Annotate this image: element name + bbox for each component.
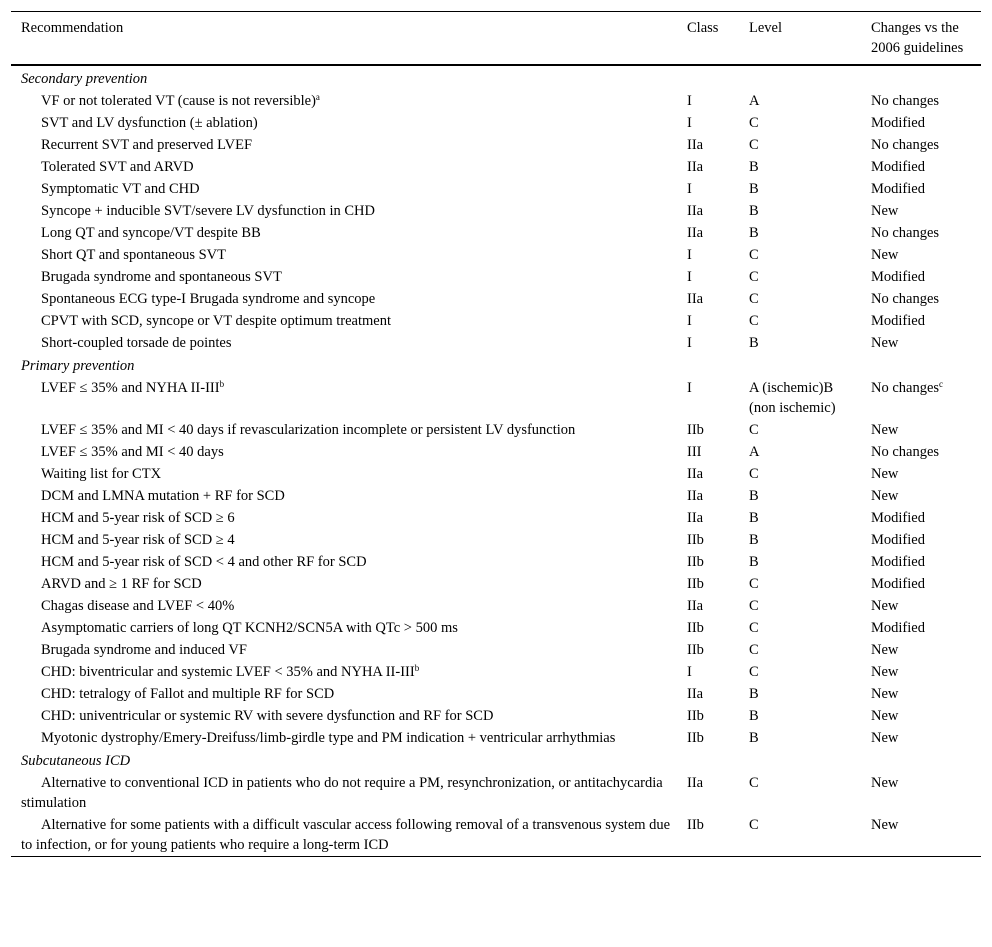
changes-text: No changes bbox=[871, 93, 940, 109]
changes-cell bbox=[861, 661, 981, 683]
level-cell: B bbox=[749, 335, 759, 351]
table-row bbox=[11, 222, 981, 244]
table-row bbox=[11, 683, 981, 705]
table-row bbox=[11, 200, 981, 222]
recommendation-cell bbox=[11, 419, 677, 441]
table-row bbox=[11, 639, 981, 661]
changes-cell bbox=[861, 134, 981, 156]
class-cell: IIa bbox=[687, 510, 704, 526]
level-cell: C bbox=[749, 115, 759, 131]
recommendation-text: Syncope + inducible SVT/severe LV dysfunction in CHD bbox=[41, 203, 375, 219]
recommendation-text: CHD: biventricular and systemic LVEF < 35% and NYHA II-III bbox=[41, 664, 415, 680]
recommendation-text: VF or not tolerated VT (cause is not reversible) bbox=[41, 93, 316, 109]
changes-cell bbox=[861, 573, 981, 595]
table-row bbox=[11, 705, 981, 727]
table-row bbox=[11, 419, 981, 441]
changes-cell bbox=[861, 90, 981, 112]
header-level: Level bbox=[749, 20, 783, 36]
table-row bbox=[11, 178, 981, 200]
recommendation-cell bbox=[11, 266, 677, 288]
changes-text: Modified bbox=[871, 510, 925, 526]
changes-cell bbox=[861, 244, 981, 266]
class-cell: IIa bbox=[687, 598, 704, 614]
level-cell: C bbox=[749, 313, 759, 329]
changes-text: No changes bbox=[871, 380, 940, 396]
recommendation-text: Recurrent SVT and preserved LVEF bbox=[41, 137, 253, 153]
table-row bbox=[11, 772, 981, 814]
table-row bbox=[11, 617, 981, 639]
level-cell: C bbox=[749, 598, 759, 614]
recommendations-table bbox=[11, 11, 981, 857]
changes-cell bbox=[861, 595, 981, 617]
recommendation-cell bbox=[11, 377, 677, 419]
changes-cell bbox=[861, 332, 981, 354]
recommendation-cell bbox=[11, 772, 677, 814]
changes-cell bbox=[861, 529, 981, 551]
changes-cell bbox=[861, 463, 981, 485]
footnote-marker: c bbox=[939, 379, 944, 389]
changes-cell bbox=[861, 727, 981, 749]
changes-cell bbox=[861, 222, 981, 244]
changes-cell bbox=[861, 441, 981, 463]
recommendation-cell bbox=[11, 661, 677, 683]
level-cell: B bbox=[749, 708, 759, 724]
recommendation-cell bbox=[11, 310, 677, 332]
recommendation-text: Brugada syndrome and spontaneous SVT bbox=[41, 269, 282, 285]
level-cell: C bbox=[749, 620, 759, 636]
changes-text: Modified bbox=[871, 159, 925, 175]
recommendation-text: Spontaneous ECG type-I Brugada syndrome and syncope bbox=[41, 291, 376, 307]
level-cell: B bbox=[749, 532, 759, 548]
recommendation-cell bbox=[11, 332, 677, 354]
recommendation-cell bbox=[11, 244, 677, 266]
level-cell: B bbox=[749, 488, 759, 504]
table-row bbox=[11, 134, 981, 156]
class-cell: IIb bbox=[687, 620, 704, 636]
recommendation-text: SVT and LV dysfunction (± ablation) bbox=[41, 115, 258, 131]
changes-text: Modified bbox=[871, 313, 925, 329]
recommendation-text: Myotonic dystrophy/Emery-Dreifuss/limb-girdle type and PM indication + ventricular arrhythmias bbox=[41, 730, 616, 746]
header-changes: Changes vs the 2006 guidelines bbox=[871, 20, 964, 56]
recommendation-cell bbox=[11, 573, 677, 595]
class-cell: I bbox=[687, 247, 692, 263]
changes-cell bbox=[861, 485, 981, 507]
header-class: Class bbox=[687, 20, 719, 36]
table-row bbox=[11, 573, 981, 595]
level-cell: C bbox=[749, 642, 759, 658]
class-cell: IIb bbox=[687, 532, 704, 548]
class-cell: I bbox=[687, 181, 692, 197]
level-cell: B bbox=[749, 510, 759, 526]
changes-text: New bbox=[871, 708, 899, 724]
changes-text: Modified bbox=[871, 181, 925, 197]
changes-text: New bbox=[871, 247, 899, 263]
table-row bbox=[11, 310, 981, 332]
level-cell: C bbox=[749, 291, 759, 307]
class-cell: IIa bbox=[687, 225, 704, 241]
changes-text: New bbox=[871, 686, 899, 702]
changes-cell bbox=[861, 178, 981, 200]
class-cell: I bbox=[687, 335, 692, 351]
level-cell: C bbox=[749, 422, 759, 438]
class-cell: IIa bbox=[687, 686, 704, 702]
level-cell: B bbox=[749, 225, 759, 241]
changes-text: Modified bbox=[871, 532, 925, 548]
changes-text: New bbox=[871, 488, 899, 504]
recommendation-text: CHD: univentricular or systemic RV with severe dysfunction and RF for SCD bbox=[41, 708, 494, 724]
level-cell: B bbox=[749, 181, 759, 197]
header-recommendation: Recommendation bbox=[21, 20, 124, 36]
changes-text: No changes bbox=[871, 137, 940, 153]
recommendation-cell bbox=[11, 90, 677, 112]
class-cell: IIa bbox=[687, 137, 704, 153]
changes-cell bbox=[861, 112, 981, 134]
recommendation-text: ARVD and ≥ 1 RF for SCD bbox=[41, 576, 202, 592]
recommendation-cell bbox=[11, 156, 677, 178]
recommendation-text: CHD: tetralogy of Fallot and multiple RF for SCD bbox=[41, 686, 335, 702]
section-row bbox=[11, 65, 981, 90]
recommendation-cell bbox=[11, 683, 677, 705]
table-row bbox=[11, 112, 981, 134]
recommendation-cell bbox=[11, 200, 677, 222]
table-row bbox=[11, 727, 981, 749]
table-row bbox=[11, 507, 981, 529]
section-row bbox=[11, 749, 981, 772]
recommendation-cell bbox=[11, 463, 677, 485]
recommendation-cell bbox=[11, 112, 677, 134]
level-cell: B bbox=[749, 686, 759, 702]
changes-text: No changes bbox=[871, 444, 940, 460]
changes-cell bbox=[861, 377, 981, 419]
level-cell: A bbox=[749, 93, 760, 109]
recommendation-text: Symptomatic VT and CHD bbox=[41, 181, 200, 197]
table-row bbox=[11, 377, 981, 419]
changes-cell bbox=[861, 772, 981, 814]
recommendation-cell bbox=[11, 639, 677, 661]
changes-text: New bbox=[871, 598, 899, 614]
header-row bbox=[11, 12, 981, 66]
changes-text: New bbox=[871, 422, 899, 438]
level-cell: C bbox=[749, 269, 759, 285]
recommendation-text: Alternative for some patients with a difficult vascular access following removal of a transvenous system due to infection, or for young patients who require a long-term ICD bbox=[21, 817, 671, 853]
class-cell: I bbox=[687, 269, 692, 285]
level-cell: C bbox=[749, 664, 759, 680]
changes-cell bbox=[861, 683, 981, 705]
recommendation-text: LVEF ≤ 35% and MI < 40 days if revascularization incomplete or persistent LV dysfunction bbox=[41, 422, 576, 438]
level-cell: B bbox=[749, 554, 759, 570]
recommendation-cell bbox=[11, 134, 677, 156]
class-cell: IIb bbox=[687, 708, 704, 724]
table-row bbox=[11, 595, 981, 617]
changes-text: New bbox=[871, 642, 899, 658]
recommendation-text: Short-coupled torsade de pointes bbox=[41, 335, 232, 351]
recommendation-cell bbox=[11, 222, 677, 244]
changes-text: New bbox=[871, 775, 899, 791]
level-cell: C bbox=[749, 817, 759, 833]
section-title: Secondary prevention bbox=[21, 71, 148, 87]
changes-text: New bbox=[871, 203, 899, 219]
table-row bbox=[11, 463, 981, 485]
class-cell: I bbox=[687, 115, 692, 131]
class-cell: III bbox=[687, 444, 702, 460]
level-cell: C bbox=[749, 466, 759, 482]
recommendation-text: Chagas disease and LVEF < 40% bbox=[41, 598, 235, 614]
recommendation-cell bbox=[11, 178, 677, 200]
recommendation-cell bbox=[11, 814, 677, 857]
level-cell: A bbox=[749, 444, 760, 460]
recommendation-cell bbox=[11, 727, 677, 749]
class-cell: IIa bbox=[687, 466, 704, 482]
recommendation-text: DCM and LMNA mutation + RF for SCD bbox=[41, 488, 285, 504]
class-cell: IIb bbox=[687, 730, 704, 746]
recommendation-cell bbox=[11, 617, 677, 639]
changes-text: No changes bbox=[871, 291, 940, 307]
table-row bbox=[11, 551, 981, 573]
class-cell: IIa bbox=[687, 488, 704, 504]
changes-cell bbox=[861, 310, 981, 332]
table-row bbox=[11, 156, 981, 178]
changes-cell bbox=[861, 266, 981, 288]
changes-text: Modified bbox=[871, 554, 925, 570]
changes-cell bbox=[861, 617, 981, 639]
class-cell: IIb bbox=[687, 576, 704, 592]
recommendation-cell bbox=[11, 507, 677, 529]
changes-cell bbox=[861, 419, 981, 441]
level-cell: B bbox=[749, 159, 759, 175]
level-cell: C bbox=[749, 775, 759, 791]
recommendation-text: Asymptomatic carriers of long QT KCNH2/SCN5A with QTc > 500 ms bbox=[41, 620, 458, 636]
recommendation-cell bbox=[11, 485, 677, 507]
recommendation-text: Alternative to conventional ICD in patients who do not require a PM, resynchronization, or antitachycardia stimulation bbox=[21, 775, 663, 811]
class-cell: IIa bbox=[687, 203, 704, 219]
table-body bbox=[11, 65, 981, 857]
changes-text: Modified bbox=[871, 620, 925, 636]
recommendation-text: CPVT with SCD, syncope or VT despite optimum treatment bbox=[41, 313, 391, 329]
recommendation-text: HCM and 5-year risk of SCD ≥ 4 bbox=[41, 532, 235, 548]
changes-text: Modified bbox=[871, 576, 925, 592]
level-cell: C bbox=[749, 247, 759, 263]
level-cell: B bbox=[749, 730, 759, 746]
changes-text: New bbox=[871, 730, 899, 746]
section-title: Subcutaneous ICD bbox=[21, 753, 131, 769]
changes-text: No changes bbox=[871, 225, 940, 241]
level-cell: A (ischemic)B (non ischemic) bbox=[749, 380, 836, 416]
recommendation-cell bbox=[11, 551, 677, 573]
changes-cell bbox=[861, 156, 981, 178]
table-row bbox=[11, 244, 981, 266]
table-header bbox=[11, 12, 981, 66]
changes-cell bbox=[861, 705, 981, 727]
footnote-marker: b bbox=[414, 663, 420, 673]
changes-cell bbox=[861, 814, 981, 857]
class-cell: I bbox=[687, 664, 692, 680]
class-cell: I bbox=[687, 380, 692, 396]
class-cell: IIb bbox=[687, 817, 704, 833]
changes-text: New bbox=[871, 664, 899, 680]
table-row bbox=[11, 661, 981, 683]
section-title: Primary prevention bbox=[21, 358, 135, 374]
recommendation-text: HCM and 5-year risk of SCD ≥ 6 bbox=[41, 510, 235, 526]
class-cell: IIb bbox=[687, 642, 704, 658]
class-cell: IIb bbox=[687, 422, 704, 438]
changes-cell bbox=[861, 288, 981, 310]
table-row bbox=[11, 441, 981, 463]
changes-cell bbox=[861, 200, 981, 222]
recommendation-cell bbox=[11, 441, 677, 463]
recommendation-text: Long QT and syncope/VT despite BB bbox=[41, 225, 261, 241]
recommendation-cell bbox=[11, 529, 677, 551]
changes-cell bbox=[861, 639, 981, 661]
table-row bbox=[11, 485, 981, 507]
changes-text: New bbox=[871, 817, 899, 833]
recommendation-text: Waiting list for CTX bbox=[41, 466, 162, 482]
recommendation-text: Tolerated SVT and ARVD bbox=[41, 159, 194, 175]
recommendation-text: Brugada syndrome and induced VF bbox=[41, 642, 247, 658]
recommendation-cell bbox=[11, 595, 677, 617]
recommendation-cell bbox=[11, 288, 677, 310]
footnote-marker: a bbox=[315, 92, 320, 102]
level-cell: C bbox=[749, 137, 759, 153]
table-row bbox=[11, 288, 981, 310]
table-row bbox=[11, 266, 981, 288]
changes-text: New bbox=[871, 466, 899, 482]
changes-cell bbox=[861, 507, 981, 529]
section-row bbox=[11, 354, 981, 377]
table-row bbox=[11, 814, 981, 857]
recommendation-text: HCM and 5-year risk of SCD < 4 and other RF for SCD bbox=[41, 554, 367, 570]
class-cell: IIa bbox=[687, 775, 704, 791]
changes-text: Modified bbox=[871, 269, 925, 285]
level-cell: C bbox=[749, 576, 759, 592]
level-cell: B bbox=[749, 203, 759, 219]
class-cell: I bbox=[687, 93, 692, 109]
class-cell: IIa bbox=[687, 159, 704, 175]
table-row bbox=[11, 529, 981, 551]
recommendation-text: Short QT and spontaneous SVT bbox=[41, 247, 227, 263]
recommendation-text: LVEF ≤ 35% and NYHA II-III bbox=[41, 380, 220, 396]
table-row bbox=[11, 332, 981, 354]
changes-text: Modified bbox=[871, 115, 925, 131]
changes-text: New bbox=[871, 335, 899, 351]
class-cell: IIa bbox=[687, 291, 704, 307]
recommendation-text: LVEF ≤ 35% and MI < 40 days bbox=[41, 444, 224, 460]
class-cell: IIb bbox=[687, 554, 704, 570]
table-row bbox=[11, 90, 981, 112]
changes-cell bbox=[861, 551, 981, 573]
footnote-marker: b bbox=[219, 379, 225, 389]
recommendation-cell bbox=[11, 705, 677, 727]
class-cell: I bbox=[687, 313, 692, 329]
